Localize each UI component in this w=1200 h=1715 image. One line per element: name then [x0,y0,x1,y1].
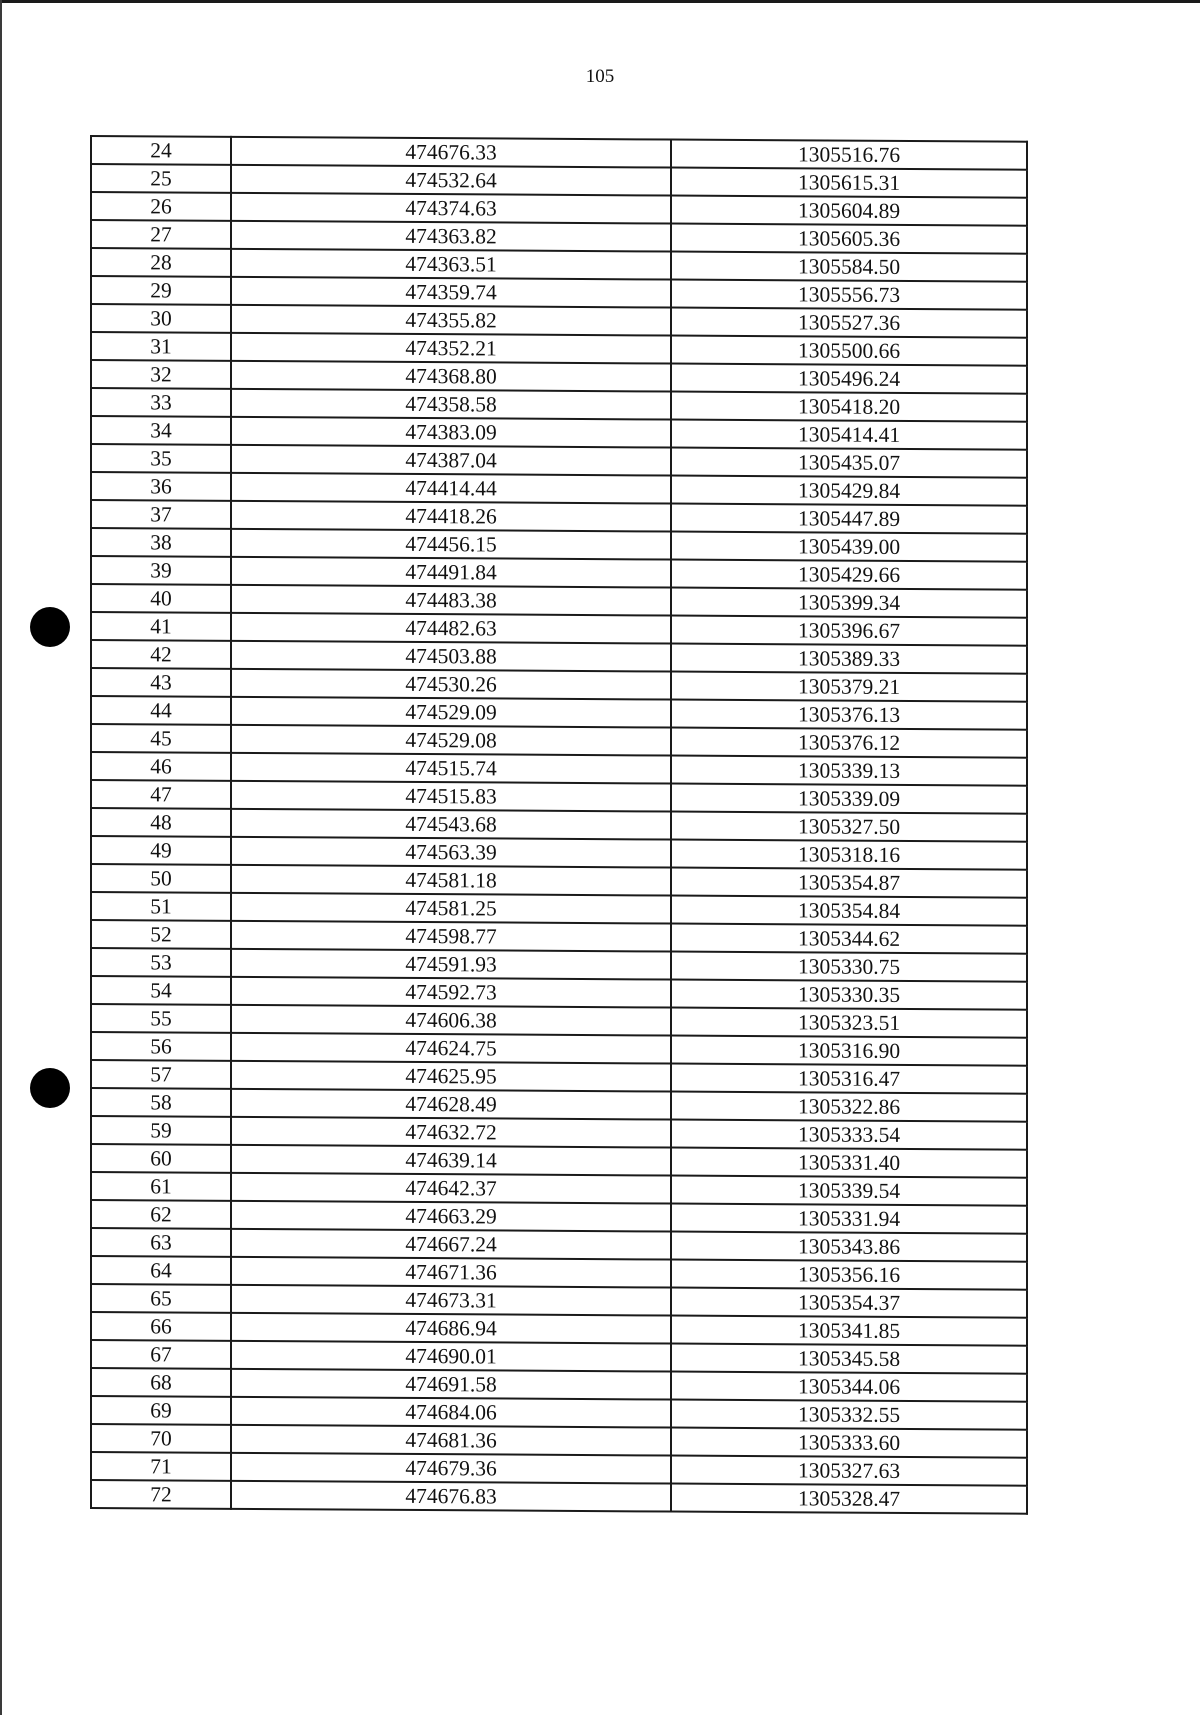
y-coordinate-cell: 1305344.06 [671,1372,1027,1402]
punch-hole-icon [30,607,70,647]
x-coordinate-cell: 474358.58 [231,389,671,420]
x-coordinate-cell: 474676.83 [231,1481,671,1512]
x-coordinate-cell: 474671.36 [231,1257,671,1288]
point-number-cell: 47 [91,780,231,809]
x-coordinate-cell: 474414.44 [231,473,671,504]
x-coordinate-cell: 474681.36 [231,1425,671,1456]
point-number-cell: 52 [91,920,231,949]
x-coordinate-cell: 474691.58 [231,1369,671,1400]
point-number-cell: 72 [91,1480,231,1509]
x-coordinate-cell: 474686.94 [231,1313,671,1344]
page-edge-top [0,0,1200,3]
x-coordinate-cell: 474581.18 [231,865,671,896]
point-number-cell: 38 [91,528,231,557]
x-coordinate-cell: 474679.36 [231,1453,671,1484]
y-coordinate-cell: 1305339.13 [671,756,1027,786]
point-number-cell: 26 [91,192,231,221]
y-coordinate-cell: 1305328.47 [671,1484,1027,1514]
y-coordinate-cell: 1305527.36 [671,308,1027,338]
point-number-cell: 48 [91,808,231,837]
point-number-cell: 30 [91,304,231,333]
y-coordinate-cell: 1305322.86 [671,1092,1027,1122]
y-coordinate-cell: 1305344.62 [671,924,1027,954]
point-number-cell: 28 [91,248,231,277]
x-coordinate-cell: 474515.83 [231,781,671,812]
point-number-cell: 43 [91,668,231,697]
y-coordinate-cell: 1305343.86 [671,1232,1027,1262]
y-coordinate-cell: 1305389.33 [671,644,1027,674]
table-row [91,1480,1027,1514]
point-number-cell: 37 [91,500,231,529]
x-coordinate-cell: 474482.63 [231,613,671,644]
point-number-cell: 64 [91,1256,231,1285]
y-coordinate-cell: 1305396.67 [671,616,1027,646]
point-number-cell: 66 [91,1312,231,1341]
x-coordinate-cell: 474368.80 [231,361,671,392]
x-coordinate-cell: 474383.09 [231,417,671,448]
x-coordinate-cell: 474625.95 [231,1061,671,1092]
x-coordinate-cell: 474673.31 [231,1285,671,1316]
y-coordinate-cell: 1305584.50 [671,252,1027,282]
point-number-cell: 46 [91,752,231,781]
point-number-cell: 70 [91,1424,231,1453]
page-edge-left [0,0,2,1715]
x-coordinate-cell: 474690.01 [231,1341,671,1372]
point-number-cell: 55 [91,1004,231,1033]
point-number-cell: 67 [91,1340,231,1369]
x-coordinate-cell: 474563.39 [231,837,671,868]
point-number-cell: 27 [91,220,231,249]
point-number-cell: 56 [91,1032,231,1061]
point-number-cell: 57 [91,1060,231,1089]
point-number-cell: 60 [91,1144,231,1173]
x-coordinate-cell: 474628.49 [231,1089,671,1120]
y-coordinate-cell: 1305318.16 [671,840,1027,870]
point-number-cell: 39 [91,556,231,585]
y-coordinate-cell: 1305500.66 [671,336,1027,366]
x-coordinate-cell: 474543.68 [231,809,671,840]
y-coordinate-cell: 1305333.54 [671,1120,1027,1150]
x-coordinate-cell: 474532.64 [231,165,671,196]
y-coordinate-cell: 1305339.09 [671,784,1027,814]
x-coordinate-cell: 474387.04 [231,445,671,476]
y-coordinate-cell: 1305354.37 [671,1288,1027,1318]
x-coordinate-cell: 474632.72 [231,1117,671,1148]
x-coordinate-cell: 474592.73 [231,977,671,1008]
point-number-cell: 44 [91,696,231,725]
x-coordinate-cell: 474418.26 [231,501,671,532]
point-number-cell: 45 [91,724,231,753]
y-coordinate-cell: 1305605.36 [671,224,1027,254]
point-number-cell: 54 [91,976,231,1005]
y-coordinate-cell: 1305339.54 [671,1176,1027,1206]
x-coordinate-cell: 474374.63 [231,193,671,224]
y-coordinate-cell: 1305604.89 [671,196,1027,226]
x-coordinate-cell: 474639.14 [231,1145,671,1176]
y-coordinate-cell: 1305429.84 [671,476,1027,506]
x-coordinate-cell: 474581.25 [231,893,671,924]
y-coordinate-cell: 1305439.00 [671,532,1027,562]
x-coordinate-cell: 474363.82 [231,221,671,252]
x-coordinate-cell: 474667.24 [231,1229,671,1260]
y-coordinate-cell: 1305429.66 [671,560,1027,590]
x-coordinate-cell: 474624.75 [231,1033,671,1064]
x-coordinate-cell: 474359.74 [231,277,671,308]
x-coordinate-cell: 474663.29 [231,1201,671,1232]
y-coordinate-cell: 1305615.31 [671,168,1027,198]
point-number-cell: 25 [91,164,231,193]
punch-hole-icon [30,1068,70,1108]
y-coordinate-cell: 1305332.55 [671,1400,1027,1430]
y-coordinate-cell: 1305345.58 [671,1344,1027,1374]
x-coordinate-cell: 474363.51 [231,249,671,280]
x-coordinate-cell: 474642.37 [231,1173,671,1204]
x-coordinate-cell: 474684.06 [231,1397,671,1428]
y-coordinate-cell: 1305327.63 [671,1456,1027,1486]
point-number-cell: 49 [91,836,231,865]
point-number-cell: 41 [91,612,231,641]
x-coordinate-cell: 474529.09 [231,697,671,728]
x-coordinate-cell: 474529.08 [231,725,671,756]
y-coordinate-cell: 1305327.50 [671,812,1027,842]
x-coordinate-cell: 474491.84 [231,557,671,588]
y-coordinate-cell: 1305376.12 [671,728,1027,758]
point-number-cell: 32 [91,360,231,389]
y-coordinate-cell: 1305414.41 [671,420,1027,450]
x-coordinate-cell: 474503.88 [231,641,671,672]
x-coordinate-cell: 474515.74 [231,753,671,784]
y-coordinate-cell: 1305447.89 [671,504,1027,534]
point-number-cell: 63 [91,1228,231,1257]
y-coordinate-cell: 1305435.07 [671,448,1027,478]
y-coordinate-cell: 1305379.21 [671,672,1027,702]
y-coordinate-cell: 1305330.35 [671,980,1027,1010]
y-coordinate-cell: 1305354.87 [671,868,1027,898]
y-coordinate-cell: 1305333.60 [671,1428,1027,1458]
x-coordinate-cell: 474483.38 [231,585,671,616]
y-coordinate-cell: 1305331.94 [671,1204,1027,1234]
point-number-cell: 65 [91,1284,231,1313]
point-number-cell: 71 [91,1452,231,1481]
point-number-cell: 69 [91,1396,231,1425]
x-coordinate-cell: 474530.26 [231,669,671,700]
y-coordinate-cell: 1305341.85 [671,1316,1027,1346]
y-coordinate-cell: 1305316.90 [671,1036,1027,1066]
y-coordinate-cell: 1305516.76 [671,140,1027,170]
point-number-cell: 59 [91,1116,231,1145]
x-coordinate-cell: 474352.21 [231,333,671,364]
y-coordinate-cell: 1305496.24 [671,364,1027,394]
point-number-cell: 29 [91,276,231,305]
point-number-cell: 53 [91,948,231,977]
point-number-cell: 68 [91,1368,231,1397]
y-coordinate-cell: 1305330.75 [671,952,1027,982]
y-coordinate-cell: 1305356.16 [671,1260,1027,1290]
x-coordinate-cell: 474456.15 [231,529,671,560]
y-coordinate-cell: 1305316.47 [671,1064,1027,1094]
point-number-cell: 62 [91,1200,231,1229]
point-number-cell: 31 [91,332,231,361]
point-number-cell: 24 [91,136,231,165]
coordinates-table [90,135,1028,1515]
point-number-cell: 50 [91,864,231,893]
x-coordinate-cell: 474606.38 [231,1005,671,1036]
x-coordinate-cell: 474355.82 [231,305,671,336]
point-number-cell: 33 [91,388,231,417]
x-coordinate-cell: 474598.77 [231,921,671,952]
point-number-cell: 40 [91,584,231,613]
y-coordinate-cell: 1305354.84 [671,896,1027,926]
page-number: 105 [585,66,615,87]
y-coordinate-cell: 1305399.34 [671,588,1027,618]
point-number-cell: 42 [91,640,231,669]
x-coordinate-cell: 474676.33 [231,137,671,168]
point-number-cell: 35 [91,444,231,473]
y-coordinate-cell: 1305556.73 [671,280,1027,310]
y-coordinate-cell: 1305418.20 [671,392,1027,422]
point-number-cell: 34 [91,416,231,445]
x-coordinate-cell: 474591.93 [231,949,671,980]
point-number-cell: 58 [91,1088,231,1117]
y-coordinate-cell: 1305323.51 [671,1008,1027,1038]
y-coordinate-cell: 1305331.40 [671,1148,1027,1178]
y-coordinate-cell: 1305376.13 [671,700,1027,730]
point-number-cell: 61 [91,1172,231,1201]
coordinates-table-body [91,136,1027,1514]
point-number-cell: 51 [91,892,231,921]
point-number-cell: 36 [91,472,231,501]
